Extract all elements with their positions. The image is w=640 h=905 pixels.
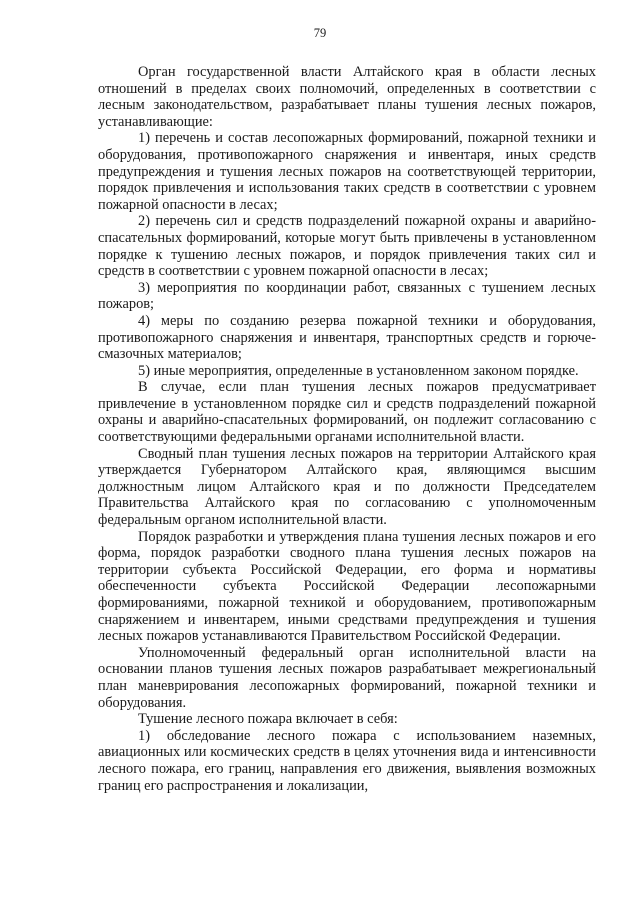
- paragraph: Орган государственной власти Алтайского края в области лесных отношений в пределах своих полномочий, определенных в соответствии с лесным законодательством, разрабатывает планы тушения лесных пожаров, устанавливающие:: [98, 64, 596, 130]
- paragraph: Порядок разработки и утверждения плана тушения лесных пожаров и его форма, порядок разработки сводного плана тушения лесных пожаров на территории субъекта Российской Федерации, его форма и нормативы обеспеченности субъекта Российской Федерации лесопожарными формированиями, пожарной техникой и оборудованием, противопожарным снаряжением и инвентарем, иными средствами предупреждения и тушения лесных пожаров устанавливаются Правительством Российской Федерации.: [98, 528, 596, 645]
- list-item: 5) иные мероприятия, определенные в установленном законом порядке.: [138, 362, 579, 379]
- paragraph: Сводный план тушения лесных пожаров на территории Алтайского края утверждается Губернатором Алтайского края, являющимся высшим должностным лицом Алтайского края и по должности Председателем Правительства Алтайского края по согласованию с уполномоченным федеральным органом исполнительной власти.: [98, 445, 596, 529]
- list-item: 4) меры по созданию резерва пожарной техники и оборудования, противопожарного снаряжения и инвентаря, транспортных средств и горюче-смазочных материалов;: [98, 312, 596, 363]
- paragraph: В случае, если план тушения лесных пожаров предусматривает привлечение в установленном порядке сил и средств подразделений пожарной охраны и аварийно-спасательных формирований, он подлежит согласованию с соответствующими федеральными органами исполнительной власти.: [98, 379, 596, 446]
- paragraph: Тушение лесного пожара включает в себя:: [138, 711, 398, 728]
- list-item: 1) перечень и состав лесопожарных формирований, пожарной техники и оборудования, противопожарного снаряжения и инвентаря, иных средств предупреждения и тушения лесных пожаров на соответствующей территории, порядок привлечения и использования таких средств в соответствии с уровнем пожарной опасности в лесах;: [98, 130, 596, 213]
- document-body: [98, 64, 596, 794]
- paragraph: Уполномоченный федеральный орган исполнительной власти на основании планов тушения лесных пожаров разрабатывает межрегиональный план маневрирования лесопожарных формирований, пожарной техники и оборудования.: [98, 644, 596, 711]
- list-item: 1) обследование лесного пожара с использованием наземных, авиационных или космических средств в целях уточнения вида и интенсивности лесного пожара, его границ, направления его движения, выявления возможных границ его распространения и локализации,: [98, 727, 596, 794]
- list-item: 3) мероприятия по координации работ, связанных с тушением лесных пожаров;: [98, 279, 596, 313]
- page-number: 79: [313, 26, 327, 40]
- list-item: 2) перечень сил и средств подразделений пожарной охраны и аварийно-спасательных формирований, которые могут быть привлечены в установленном порядке к тушению лесных пожаров, и порядок привлечения таких сил и средств в соответствии с уровнем пожарной опасности в лесах;: [98, 213, 596, 280]
